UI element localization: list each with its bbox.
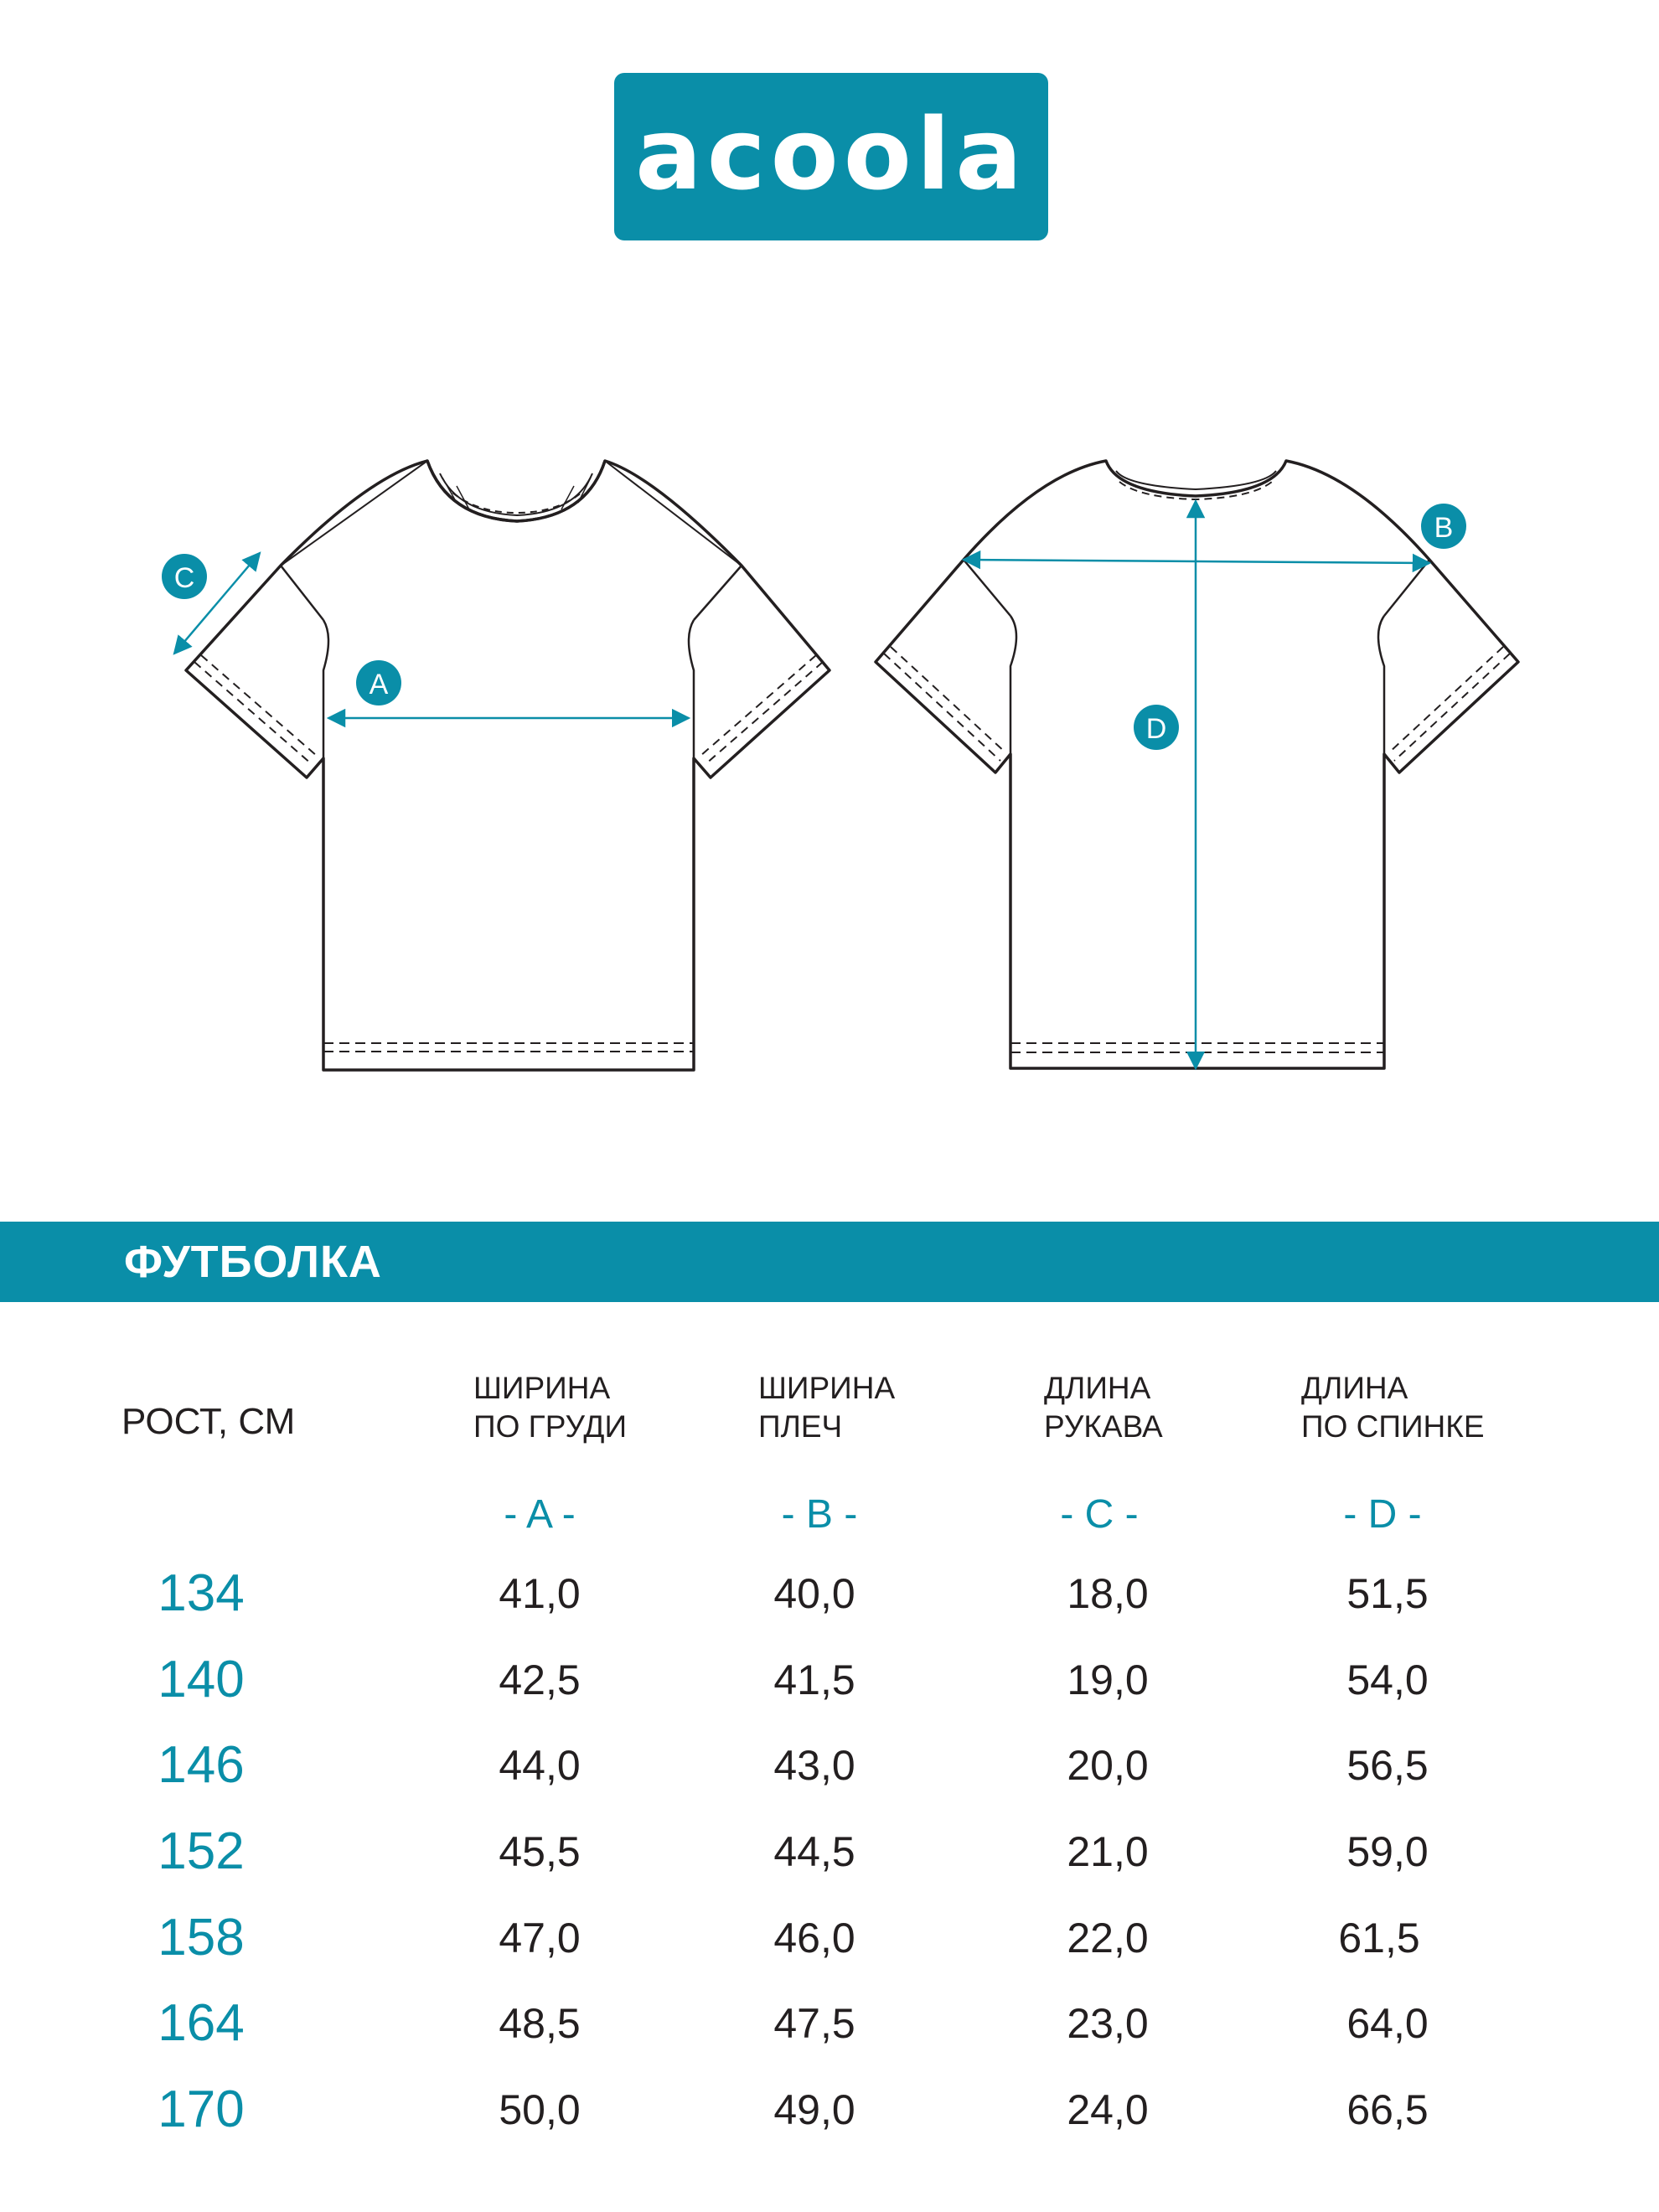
value-cell-b: 47,5 <box>773 2000 855 2047</box>
value-cell-a: 48,5 <box>499 2000 581 2047</box>
table-row <box>0 1651 1659 1718</box>
height-cell: 170 <box>158 2080 245 2138</box>
value-cell-c: 18,0 <box>1067 1570 1149 1617</box>
value-cell-b: 44,5 <box>773 1828 855 1875</box>
svg-text:C: C <box>173 562 195 594</box>
marker-a <box>356 660 401 705</box>
column-header-chest: ШИРИНА ПО ГРУДИ <box>473 1371 628 1444</box>
height-cell: 146 <box>158 1736 245 1794</box>
column-header-shoulders: ШИРИНА ПЛЕЧ <box>758 1371 896 1444</box>
value-cell-a: 41,0 <box>499 1570 581 1617</box>
table-row <box>0 1822 1659 1889</box>
marker-d <box>1134 705 1179 750</box>
column-letter-d: - D - <box>1343 1492 1422 1537</box>
value-cell-b: 40,0 <box>773 1570 855 1617</box>
height-cell: 152 <box>158 1822 245 1880</box>
marker-b <box>1421 504 1466 549</box>
value-cell-b: 41,5 <box>773 1656 855 1703</box>
section-title: ФУТБОЛКА <box>124 1237 382 1287</box>
tshirt-back <box>876 461 1518 1068</box>
height-cell: 164 <box>158 1994 245 2052</box>
value-cell-d: 61,5 <box>1338 1915 1420 1961</box>
value-cell-c: 19,0 <box>1067 1656 1149 1703</box>
table-row <box>0 1994 1659 2061</box>
column-letter-c: - C - <box>1060 1492 1139 1537</box>
value-cell-c: 20,0 <box>1067 1742 1149 1789</box>
column-letter-a: - A - <box>504 1492 576 1537</box>
height-cell: 134 <box>158 1564 245 1622</box>
table-row <box>0 1909 1659 1976</box>
value-cell-d: 64,0 <box>1346 2000 1429 2047</box>
value-cell-d: 51,5 <box>1346 1570 1429 1617</box>
value-cell-a: 42,5 <box>499 1656 581 1703</box>
value-cell-a: 50,0 <box>499 2086 581 2133</box>
value-cell-b: 46,0 <box>773 1915 855 1961</box>
height-cell: 158 <box>158 1909 245 1967</box>
marker-c <box>162 554 207 599</box>
svg-text:B: B <box>1434 512 1454 544</box>
value-cell-c: 23,0 <box>1067 2000 1149 2047</box>
svg-text:A: A <box>369 669 389 700</box>
value-cell-a: 44,0 <box>499 1742 581 1789</box>
value-cell-d: 59,0 <box>1346 1828 1429 1875</box>
value-cell-a: 45,5 <box>499 1828 581 1875</box>
value-cell-b: 43,0 <box>773 1742 855 1789</box>
height-column-header: РОСТ, СМ <box>121 1401 296 1442</box>
brand-logo-text: acoola <box>635 96 1027 212</box>
svg-text:D: D <box>1145 713 1167 745</box>
value-cell-c: 24,0 <box>1067 2086 1149 2133</box>
table-row <box>0 2080 1659 2147</box>
height-cell: 140 <box>158 1651 245 1708</box>
table-row <box>0 1736 1659 1803</box>
value-cell-a: 47,0 <box>499 1915 581 1961</box>
column-header-sleeve: ДЛИНА РУКАВА <box>1044 1371 1163 1444</box>
column-letter-b: - B - <box>781 1492 858 1537</box>
value-cell-b: 49,0 <box>773 2086 855 2133</box>
table-row <box>0 1564 1659 1631</box>
value-cell-c: 22,0 <box>1067 1915 1149 1961</box>
tshirt-front <box>186 461 830 1070</box>
value-cell-d: 66,5 <box>1346 2086 1429 2133</box>
column-header-back-length: ДЛИНА ПО СПИНКЕ <box>1301 1371 1485 1444</box>
section-banner <box>0 1222 1659 1302</box>
value-cell-d: 56,5 <box>1346 1742 1429 1789</box>
value-cell-c: 21,0 <box>1067 1828 1149 1875</box>
value-cell-d: 54,0 <box>1346 1656 1429 1703</box>
